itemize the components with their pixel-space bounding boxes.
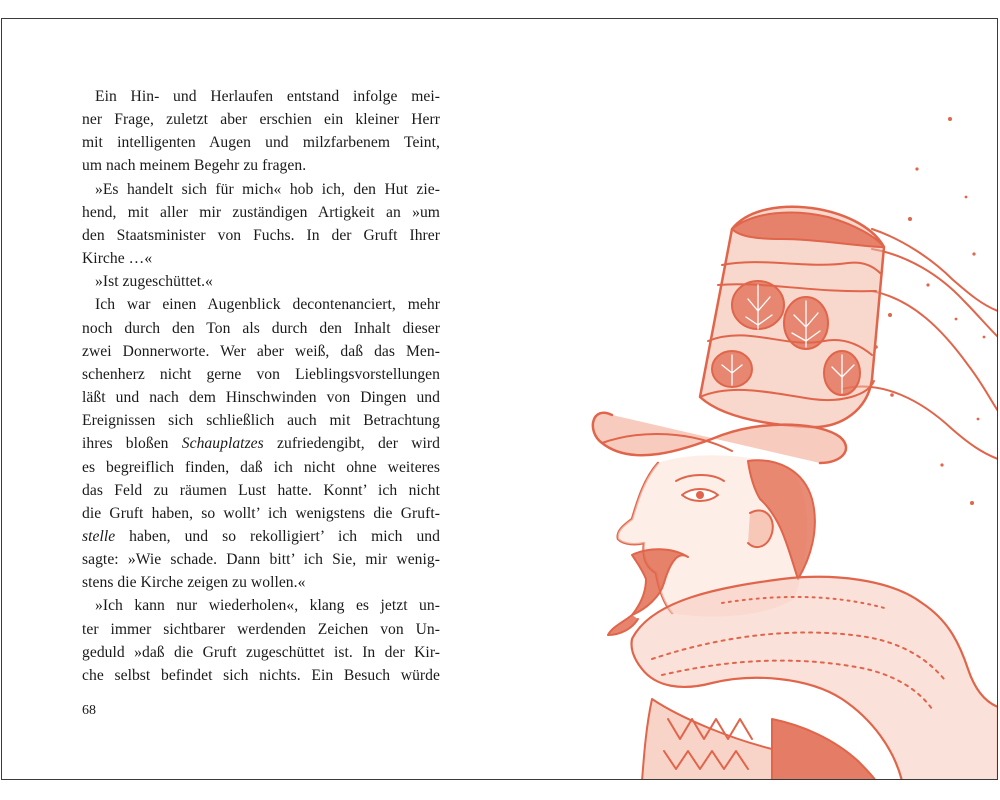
text-line: das Feld zu räumen Lust hatte. Konnt’ ich nicht — [82, 481, 440, 499]
paragraph — [82, 178, 440, 271]
text-column — [82, 85, 440, 687]
text-line: geduld »daß die Gruft zugeschüttet ist. In der Kir- — [82, 643, 440, 661]
text-line: »Ich kann nur wiederholen«, klang es jetzt un- — [95, 597, 440, 615]
book-spread — [1, 18, 998, 780]
text-line: sagte: »Wie schade. Dann bitt’ ich Sie, mir wenig- — [82, 551, 440, 569]
text-line: ner Frage, zuletzt aber erschien ein kleiner Herr — [82, 111, 440, 129]
text-line: hend, mit aller mir zuständigen Artigkeit an »um — [82, 203, 440, 221]
snow-dots — [874, 117, 985, 505]
paragraph — [82, 594, 440, 687]
text-line: läßt und nach dem Hinschwinden von Dingen und — [82, 389, 440, 407]
text-line: zwei Donnerworte. Wer aber weiß, daß das Men- — [82, 342, 440, 360]
text-line: es begreiflich finden, daß ich nicht ohne weiteres — [82, 458, 440, 476]
text-line: schenherz nicht gerne von Lieblingsvorstellungen — [82, 365, 440, 383]
italic-word: Schauplatzes — [181, 435, 264, 453]
text-line: um nach meinem Begehr zu fragen. — [82, 157, 307, 175]
paragraph — [82, 270, 440, 293]
text-line: Ein Hin- und Herlaufen entstand infolge mei- — [95, 88, 440, 105]
text-line: Ich war einen Augenblick decontenanciert, mehr — [95, 296, 440, 314]
text-line: stens die Kirche zeigen zu wollen.« — [82, 574, 306, 592]
text-line-with-italic: ihres bloßen Schauplatzes zufriedengibt, der wird — [82, 435, 441, 453]
text-line: noch durch den Ton als durch den Inhalt dieser — [82, 319, 440, 337]
text-line: »Es handelt sich für mich« hob ich, den Hut zie- — [95, 180, 440, 198]
text-line: Kirche …« — [82, 250, 153, 268]
text-line-with-italic: stelle haben, und so rekolligiert’ ich mich und — [82, 527, 440, 545]
page-number: 68 — [82, 703, 96, 718]
illustration-man-in-top-hat — [572, 79, 998, 780]
text-line: Ereignissen sich schließlich auch mit Betrachtung — [82, 412, 440, 430]
text-line: che selbst befindet sich nichts. Ein Besuch würde — [82, 666, 440, 684]
text-line: ter immer sichtbarer werdenden Zeichen von Un- — [82, 620, 440, 638]
text-line: den Staatsminister von Fuchs. In der Gruft Ihrer — [82, 226, 440, 244]
paragraph — [82, 293, 440, 594]
italic-word: stelle — [82, 527, 116, 545]
paragraph — [82, 85, 440, 178]
text-line: »Ist zugeschüttet.« — [95, 273, 213, 291]
text-line: die Gruft haben, so wollt’ ich wenigstens die Gruft- — [82, 504, 440, 522]
text-line: mit intelligenten Augen und milzfarbenem Teint, — [82, 134, 440, 152]
